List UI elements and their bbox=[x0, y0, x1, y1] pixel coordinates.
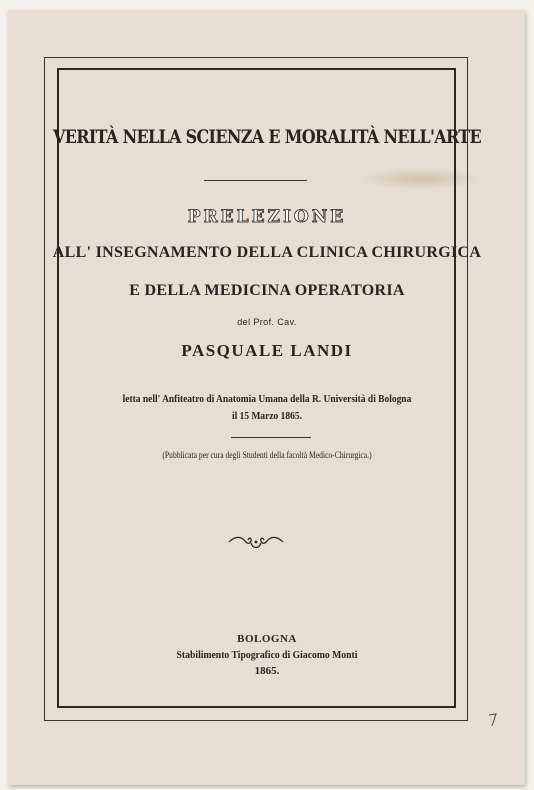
subject-line-2: E DELLA MEDICINA OPERATORIA bbox=[129, 282, 405, 299]
pencil-mark-icon bbox=[487, 712, 499, 728]
author-name: PASQUALE LANDI bbox=[181, 341, 353, 360]
ornament-flourish-icon bbox=[227, 533, 285, 551]
author-byline: del Prof. Cav. bbox=[237, 317, 297, 327]
imprint-city: BOLOGNA bbox=[237, 633, 297, 645]
short-divider bbox=[231, 437, 311, 438]
lecture-place: letta nell' Anfiteatro di Anatomia Umana della R. Università di Bologna bbox=[122, 393, 412, 405]
subject-line-1: ALL' INSEGNAMENTO DELLA CLINICA CHIRURGICA bbox=[52, 244, 482, 261]
inner-frame-border bbox=[57, 68, 456, 708]
publication-note: (Pubblicata per cura degli Studenti della facoltà Medico-Chirurgica.) bbox=[162, 451, 372, 461]
lecture-date: il 15 Marzo 1865. bbox=[232, 410, 302, 422]
document-title: VERITÀ NELLA SCIENZA E MORALITÀ NELL'ARTE bbox=[53, 126, 481, 148]
imprint-year: 1865. bbox=[254, 665, 280, 677]
title-divider bbox=[204, 180, 307, 181]
document-subtitle: PRELEZIONE bbox=[187, 207, 347, 227]
imprint-printer: Stabilimento Tipografico di Giacomo Monti bbox=[176, 649, 358, 661]
